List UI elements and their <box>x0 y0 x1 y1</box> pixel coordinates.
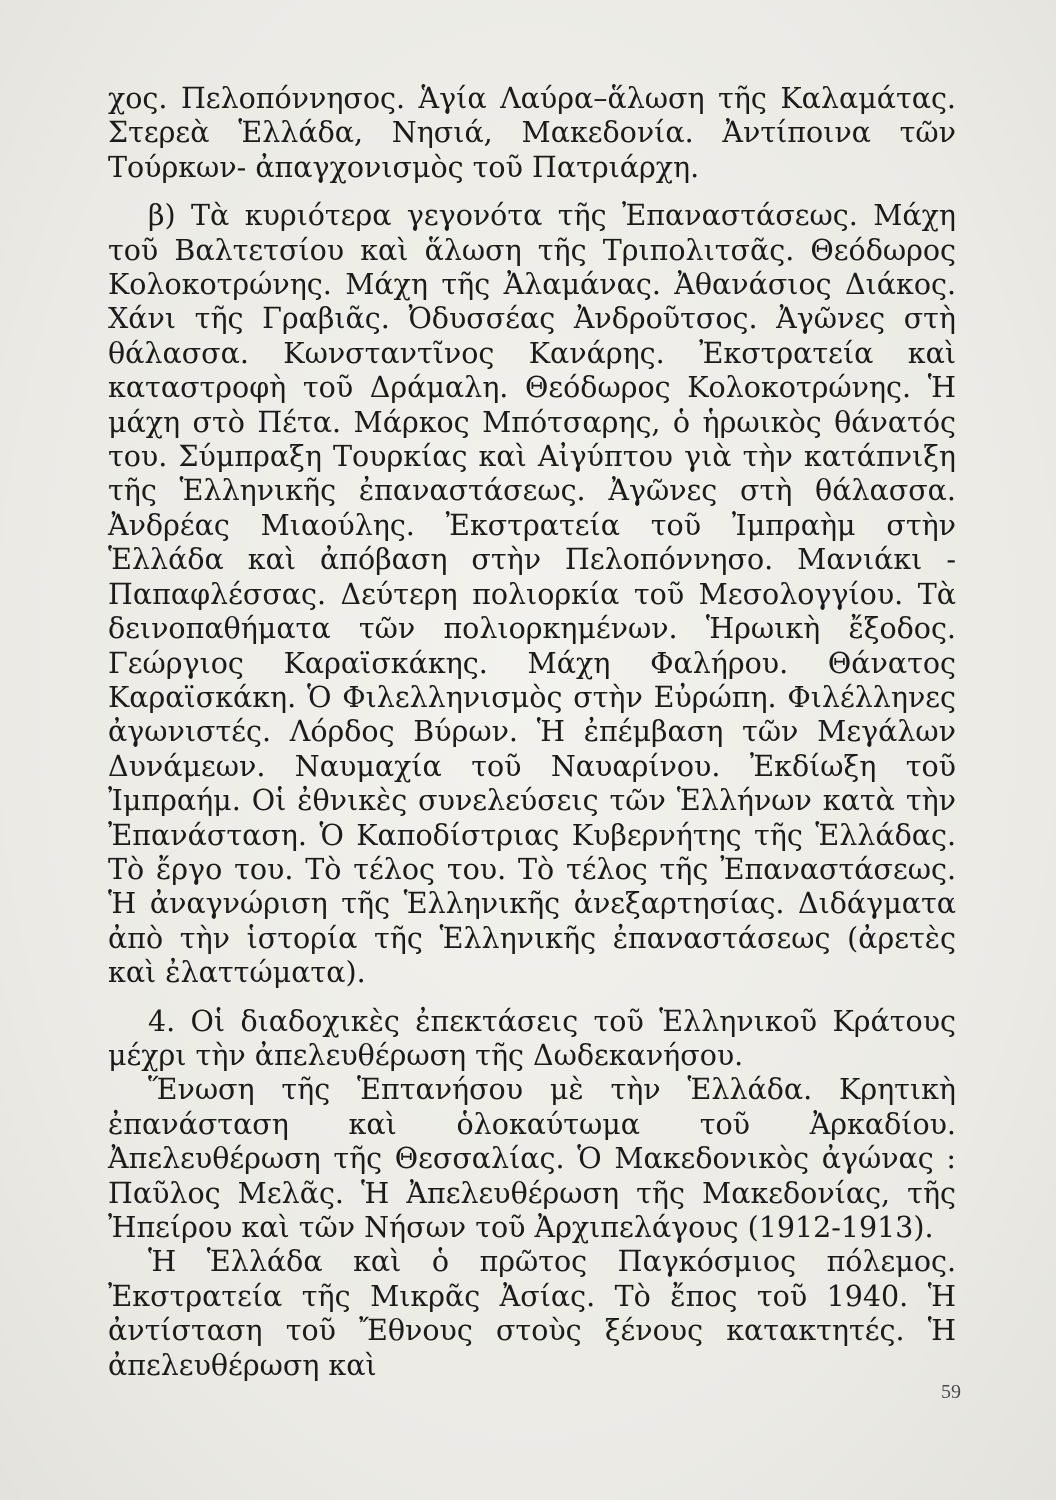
page-body <box>108 82 956 1383</box>
page-number: 59 <box>941 1381 961 1403</box>
paragraph-main-events: β) Τὰ κυριότερα γεγονότα τῆς Ἐπαναστάσεως. Μάχη τοῦ Βαλτετσίου καὶ ἅλωση τῆς Τριπολιτσᾶς. Θεόδωρος Κολοκοτρώνης. Μάχη τῆς Ἀλαμάνας. Ἀθανάσιος Διάκος. Χάνι τῆς Γραβιᾶς. Ὀδυσσέας Ἀνδροῦτσος. Ἀγῶνες στὴ θάλασσα. Κωνσταντῖνος Κανάρης. Ἐκστρατεία καὶ καταστροφὴ τοῦ Δράμαλη. Θεόδωρος Κολοκοτρώνης. Ἡ μάχη στὸ Πέτα. Μάρκος Μπότσαρης, ὁ ἡρωικὸς θάνατός του. Σύμπραξη Τουρκίας καὶ Αἰγύπτου γιὰ τὴν κατάπνιξη τῆς Ἑλληνικῆς ἐπαναστάσεως. Ἀγῶνες στὴ θάλασσα. Ἀνδρέας Μιαούλης. Ἐκστρατεία τοῦ Ἰμπραὴμ στὴν Ἑλλάδα καὶ ἀπόβαση στὴν Πελοπόννησο. Μανιάκι - Παπαφλέσσας. Δεύτερη πολιορκία τοῦ Μεσολογγίου. Τὰ δεινοπαθήματα τῶν πολιορκημένων. Ἡρωικὴ ἔξοδος. Γεώργιος Καραϊσκάκης. Μάχη Φαλήρου. Θάνατος Καραϊσκάκη. Ὁ Φιλελληνισμὸς στὴν Εὐρώπη. Φιλέλληνες ἀγωνιστές. Λόρδος Βύρων. Ἡ ἐπέμβαση τῶν Μεγάλων Δυνάμεων. Ναυμαχία τοῦ Ναυαρίνου. Ἐκδίωξη τοῦ Ἰμπραήμ. Οἱ ἐθνικὲς συνελεύσεις τῶν Ἑλλήνων κατὰ τὴν Ἐπανάσταση. Ὁ Καποδίστριας Κυβερνήτης τῆς Ἑλλάδας. Τὸ ἔργο του. Τὸ τέλος του. Τὸ τέλος τῆς Ἐπαναστάσεως. Ἡ ἀναγνώριση τῆς Ἑλληνικῆς ἀνεξαρτησίας. Διδάγματα ἀπὸ τὴν ἱστορία τῆς Ἑλληνικῆς ἐπαναστάσεως (ἀρετὲς καὶ ἐλαττώματα). <box>108 199 956 990</box>
section-heading-4: 4. Οἱ διαδοχικὲς ἐπεκτάσεις τοῦ Ἑλληνικοῦ Κράτους μέχρι τὴν ἀπελευθέρωση τῆς Δωδεκανήσου. <box>108 1004 956 1072</box>
paragraph-continuation: χος. Πελοπόννησος. Ἁγία Λαύρα–ἅλωση τῆς Καλαμάτας. Στερεὰ Ἑλλάδα, Νησιά, Μακεδονία. Ἀντίποινα τῶν Τούρκων- ἀπαγχονισμὸς τοῦ Πατριάρχη. <box>108 82 956 184</box>
paragraph-expansions: Ἕνωση τῆς Ἑπτανήσου μὲ τὴν Ἑλλάδα. Κρητικὴ ἐπανάσταση καὶ ὁλοκαύτωμα τοῦ Ἀρκαδίου. Ἀπελευθέρωση τῆς Θεσσαλίας. Ὁ Μακεδονικὸς ἀγώνας : Παῦλος Μελᾶς. Ἡ Ἀπελευθέρωση τῆς Μακεδονίας, τῆς Ἠπείρου καὶ τῶν Νήσων τοῦ Ἀρχιπελάγους (1912-1913). <box>108 1073 956 1244</box>
paragraph-wwi-1940: Ἡ Ἑλλάδα καὶ ὁ πρῶτος Παγκόσμιος πόλεμος. Ἐκστρατεία τῆς Μικρᾶς Ἀσίας. Τὸ ἔπος τοῦ 1940. Ἡ ἀντίσταση τοῦ Ἔθνους στοὺς ξένους κατακτητές. Ἡ ἀπελευθέρωση καὶ <box>108 1245 956 1382</box>
